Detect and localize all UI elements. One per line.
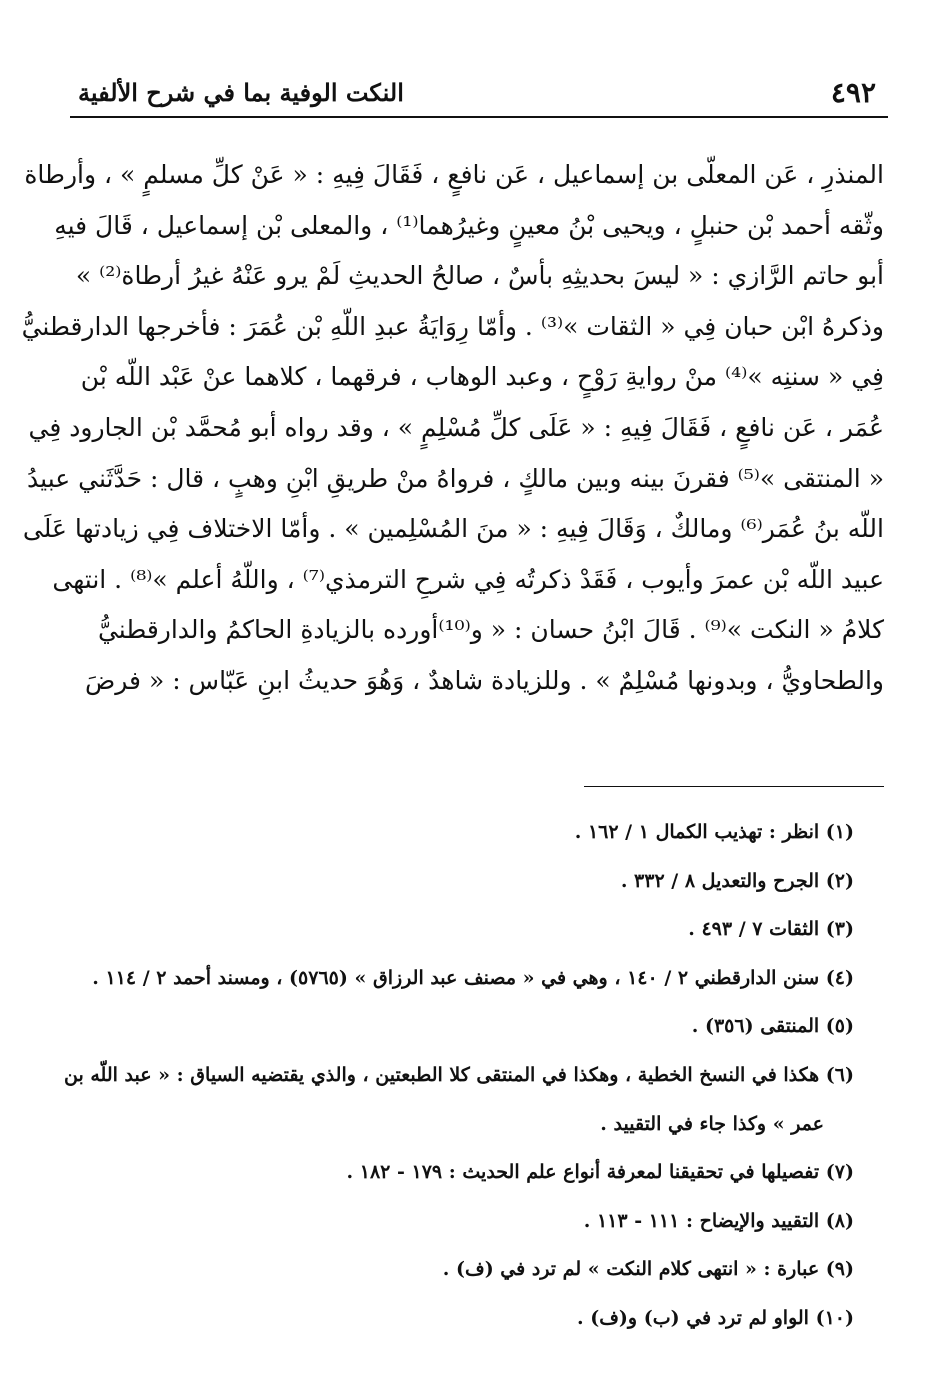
page-header xyxy=(70,70,888,118)
page-number: ٤٩٢ xyxy=(830,76,876,109)
footnote: (٣) الثقات ٧ / ٤٩٣ . xyxy=(688,918,854,941)
text-line: عبيد اللّه بْن عمرَ وأيوب ، فَقَدْ ذكرتُه فِي شرحِ الترمذي⁽⁷⁾ ، واللّهُ أعلم »⁽⁸⁾ . انتهى xyxy=(52,564,884,594)
footnote: (١) انظر : تهذيب الكمال ١ / ١٦٢ . xyxy=(574,821,854,843)
text-line: عُمَر ، عَن نافعٍ ، فَقَالَ فِيهِ : « عَلَى كلِّ مُسْلِمٍ » ، وقد رواه أبو مُحمَّد بْن الجارود فِي xyxy=(28,412,884,442)
footnote: (٤) سنن الدارقطني ٢ / ١٤٠ ، وهي في « مصنف عبد الرزاق » (٥٧٦٥) ، ومسند أحمد ٢ / ١١٤ . xyxy=(92,966,854,989)
footnote: (٦) هكذا في النسخ الخطية ، وهكذا في المنتقى كلا الطبعتين ، والذي يقتضيه السياق : « عبد اللّه بن xyxy=(63,1063,854,1086)
footnote: (٩) عبارة : « انتهى كلام النكت » لم ترد في (ف) . xyxy=(442,1258,854,1281)
text-line: فِي « سننِه »⁽⁴⁾ منْ روايةِ رَوْحٍ ، وعبد الوهاب ، فرقهما ، كلاهما عنْ عَبْد اللّه بْن xyxy=(80,362,884,392)
footnote: (٨) التقييد والإيضاح : ١١١ - ١١٣ . xyxy=(583,1209,854,1232)
footnotes xyxy=(63,808,854,1343)
text-line: أبو حاتم الرَّازي : « ليسَ بحديثِهِ بأسٌ ، صالحُ الحديثِ لَمْ يرو عَنْهُ غيرُ أرطاة⁽²⁾ » xyxy=(75,261,884,291)
footnote-separator xyxy=(584,786,884,787)
text-line: اللّه بنُ عُمَر⁽⁶⁾ ومالكٌ ، وَقَالَ فِيهِ : « منَ المُسْلِمين » . وأمّا الاختلاف فِي زيادتها عَلَى xyxy=(22,514,884,544)
text-line: المنذرِ ، عَن المعلّى بن إسماعيل ، عَن نافعٍ ، فَقَالَ فِيهِ : « عَنْ كلِّ مسلمٍ » ، وأرطاة xyxy=(24,160,884,189)
main-text xyxy=(21,150,884,707)
running-title: النكت الوفية بما في شرح الألفية xyxy=(78,78,404,107)
text-line: كلامُ « النكت »⁽⁹⁾ . قَالَ ابْنُ حسان : « و⁽¹⁰⁾أورده بالزيادةِ الحاكمُ والدارقطنيُّ xyxy=(97,615,884,645)
footnote: (٧) تفصيلها في تحقيقنا لمعرفة أنواع علم الحديث : ١٧٩ - ١٨٢ . xyxy=(346,1161,854,1184)
text-line: وثّقه أحمد بْن حنبلٍ ، ويحيى بْنُ معينٍ وغيرُهما⁽¹⁾ ، والمعلى بْن إسماعيل ، قَالَ فيهِ xyxy=(54,210,884,240)
footnote: (٥) المنتقى (٣٥٦) . xyxy=(691,1015,854,1038)
footnote-continuation: عمر » وكذا جاء في التقييد . xyxy=(600,1112,824,1135)
footnote: (٢) الجرح والتعديل ٨ / ٣٣٢ . xyxy=(620,869,854,892)
footnote: (١٠) الواو لم ترد في (ب) و(ف) . xyxy=(577,1306,854,1329)
text-line: وذكرهُ ابْن حبان فِي « الثقات »⁽³⁾ . وأمّا رِوَايَةُ عبدِ اللّهِ بْن عُمَرَ : فأخرجها الدارقطنيُّ xyxy=(21,311,884,341)
text-line: « المنتقى »⁽⁵⁾ فقرنَ بينه وبين مالكٍ ، فرواهُ منْ طريقِ ابْنِ وهبٍ ، قال : حَدَّثَني عبيدُ xyxy=(27,463,884,493)
text-line: والطحاويُّ ، وبدونها مُسْلِمٌ » . وللزيادة شاهدٌ ، وَهُوَ حديثُ ابنِ عَبّاس : « فرضَ xyxy=(85,665,884,695)
